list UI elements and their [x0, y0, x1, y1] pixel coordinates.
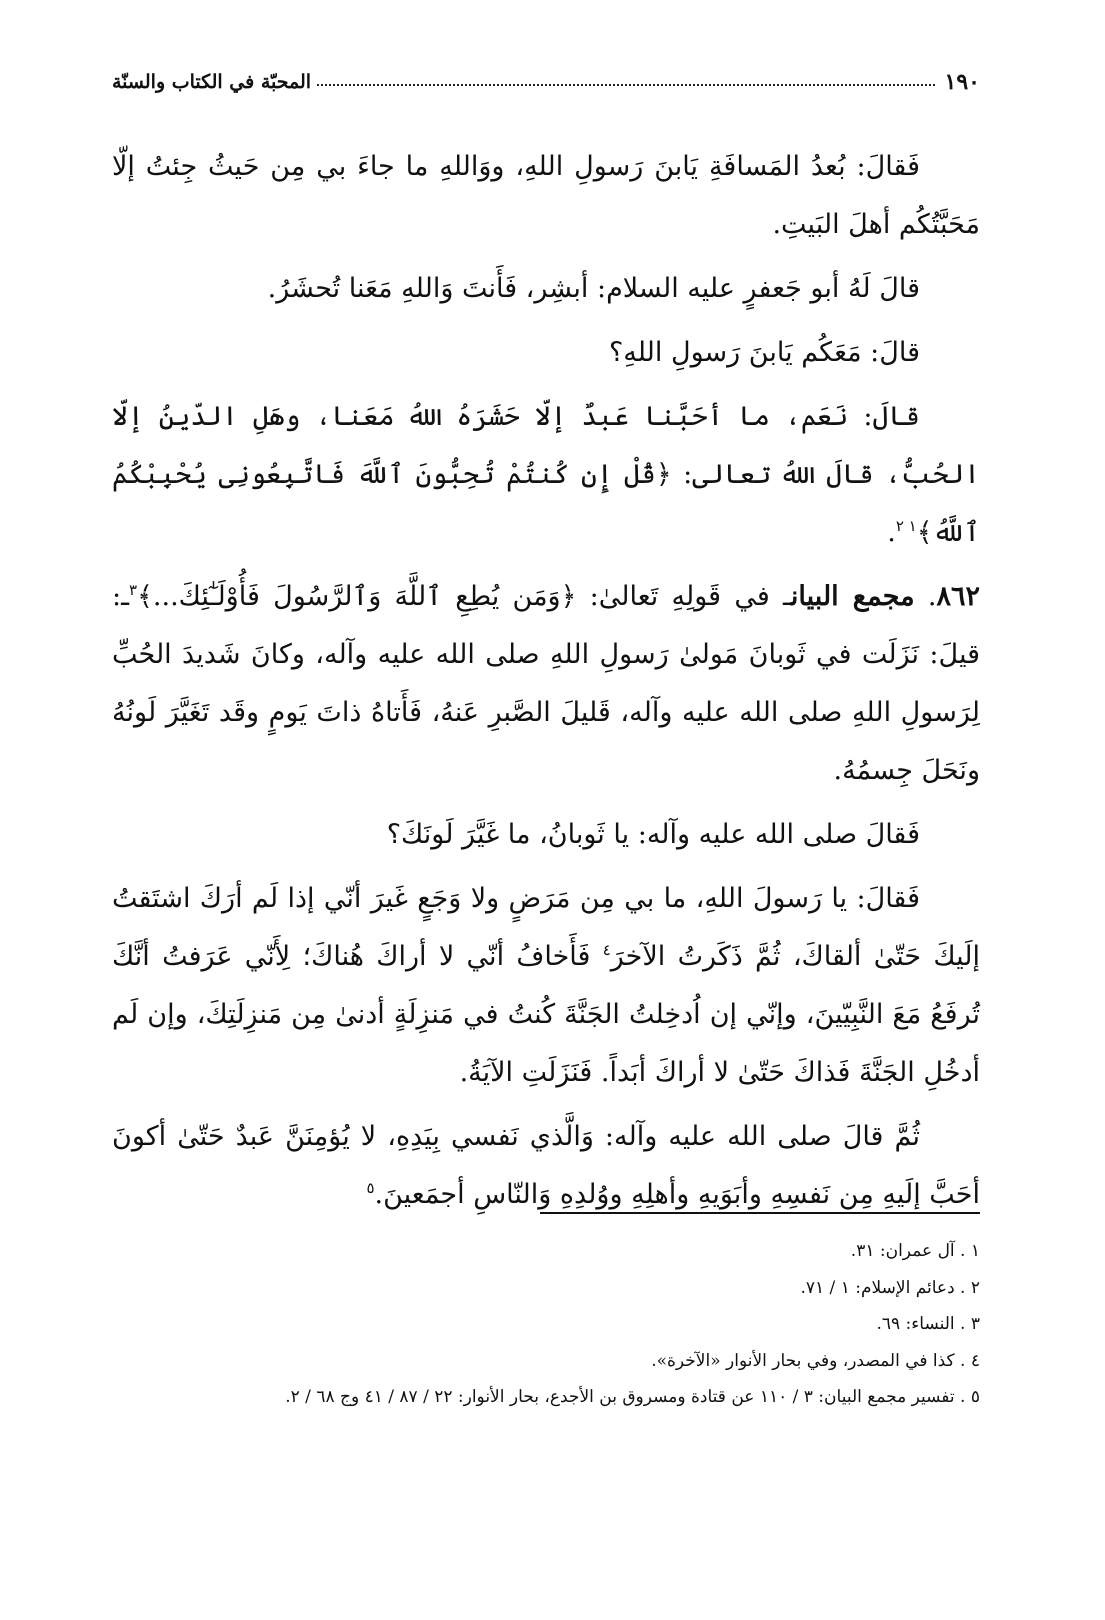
book-title: المحبّة في الكتاب والسنّة: [112, 71, 312, 93]
paragraph: فَقالَ صلى الله عليه وآله: يا ثَوبانُ، ما غَيَّرَ لَونَكَ؟: [386, 819, 920, 850]
footnote: ٤ . كذا في المصدر، وفي بحار الأنوار «الآخرة».: [651, 1350, 980, 1371]
footnote-marker: ٣: [129, 581, 138, 599]
paragraph: قالَ: مَعَكُم يَابنَ رَسولِ اللهِ؟: [608, 337, 920, 368]
running-header: [112, 62, 980, 102]
entry-source-title: مجمع البيان: [790, 581, 915, 612]
footnote-marker: ١ ٢: [895, 517, 917, 535]
entry-number: ٨٦٢: [936, 581, 980, 612]
paragraph-text: ثُمَّ قالَ صلى الله عليه وآله: وَالَّذي نَفسي بِيَدِهِ، لا يُؤمِنَنَّ عَبدٌ حَتّىٰ أكونَ أحَبَّ إلَيهِ مِن نَفسِهِ وأبَوَيهِ وأهلِهِ ووُلدِهِ وَالنّاسِ أجمَعينَ.: [112, 1121, 980, 1210]
paragraph-text: فَقالَ: يا رَسولَ اللهِ، ما بي مِن مَرَضٍ ولا وَجَعٍ غَيرَ أنّي إذا لَم أرَكَ اشتَقتُ إلَيكَ حَتّىٰ ألقاكَ، ثُمَّ ذَكَرتُ الآخرَ: [112, 883, 980, 972]
footnote-marker: ٤: [602, 941, 611, 959]
hadith-entry: ٨٦٢. مجمع البيانـ في قَولِهِ تَعالىٰ: ﴿وَمَن يُطِعِ ٱللَّهَ وَٱلرَّسُولَ فَأُوْلَـٰٓئِكَ...﴾$^٣$ـ: قيلَ: نَزَلَت في ثَوبانَ مَولىٰ رَسولِ اللهِ صلى الله عليه وآله، وكانَ شَديدَ الحُبِّ لِرَسولِ اللهِ صلى الله عليه وآله، قَليلَ الصَّبرِ عَنهُ، فَأَتاهُ ذاتَ يَومٍ وقَد تَغَيَّرَ لَونُهُ ونَحَلَ جِسمُهُ.: [112, 581, 980, 786]
entry-text: ـ: قيلَ: نَزَلَت في ثَوبانَ مَولىٰ رَسولِ اللهِ صلى الله عليه وآله، وكانَ شَديدَ الحُبِّ لِرَسولِ اللهِ صلى الله عليه وآله، قَليلَ الصَّبرِ عَنهُ، فَأَتاهُ ذاتَ يَومٍ وقَد تَغَيَّرَ لَونُهُ ونَحَلَ جِسمُهُ.: [112, 581, 980, 786]
paragraph-text: قالَ: نَعَم، ما أحَبَّنا عَبدٌ إلّا حَشَرَهُ اللهُ مَعَنا، وهَلِ الدّينُ إلّا الحُبُّ، قالَ اللهُ تعالى: ﴿قُلْ إِن كُنتُمْ تُحِبُّونَ ٱللَّهَ فَاتَّبِعُونِى يُحْبِبْكُمُ ٱللَّهُ﴾: [112, 401, 980, 548]
paragraph: فَقالَ: بُعدُ المَسافَةِ يَابنَ رَسولِ اللهِ، ووَاللهِ ما جاءَ بي مِن حَيثُ جِئتُ إلّا مَحَبَّتُكُم أهلَ البَيتِ.: [112, 151, 980, 240]
paragraph-text: فَأَخافُ أنّي لا أراكَ هُناكَ؛ لِأَنّي عَرَفتُ أنَّكَ تُرفَعُ مَعَ النَّبِيّينَ، وإنّي إن اُدخِلتُ الجَنَّةَ كُنتُ في مَنزِلَةٍ أدنىٰ مِن مَنزِلَتِكَ، وإن لَم أدخُلِ الجَنَّةَ فَذاكَ حَتّىٰ لا أراكَ أبَداً. فَنَزَلَتِ الآيَةُ.: [112, 941, 980, 1088]
footnote: ٣ . النساء: ٦٩.: [876, 1314, 980, 1334]
footnote-marker: ٥: [366, 1179, 375, 1197]
main-text: [112, 138, 980, 1230]
paragraph: قالَ: نَعَم، ما أحَبَّنا عَبدٌ إلّا حَشَرَهُ اللهُ مَعَنا، وهَلِ الدّينُ إلّا الحُبُّ، قالَ اللهُ تعالى: ﴿قُلْ إِن كُنتُمْ تُحِبُّونَ ٱللَّهَ فَاتَّبِعُونِى يُحْبِبْكُمُ ٱللَّهُ﴾$^{١ ٢}$.: [112, 401, 980, 548]
footnote-divider: [540, 1212, 980, 1214]
page-number: ١٩٠: [944, 69, 980, 95]
footnote: ٥ . تفسير مجمع البيان: ٣ / ١١٠ عن قتادة ومسروق بن الأجدع، بحار الأنوار: ٢٢ / ٨٧ / ٤١ وج ٦٨ / ٢.: [285, 1387, 980, 1407]
footnote: ٢ . دعائم الإسلام: ١ / ٧١.: [800, 1277, 980, 1298]
footnotes: [112, 1233, 980, 1416]
footnote: ١ . آل عمران: ٣١.: [850, 1241, 980, 1261]
header-dotted-leader: [317, 84, 934, 86]
paragraph: [112, 1108, 980, 1224]
paragraph: قالَ لَهُ أبو جَعفرٍ عليه السلام: أبشِر، فَأَنتَ وَاللهِ مَعَنا تُحشَرُ.: [267, 273, 920, 304]
paragraph: [112, 870, 980, 1102]
entry-text: ـ في قَولِهِ تَعالىٰ: ﴿وَمَن يُطِعِ ٱللَّهَ وَٱلرَّسُولَ فَأُوْلَـٰٓئِكَ...﴾: [137, 581, 791, 612]
